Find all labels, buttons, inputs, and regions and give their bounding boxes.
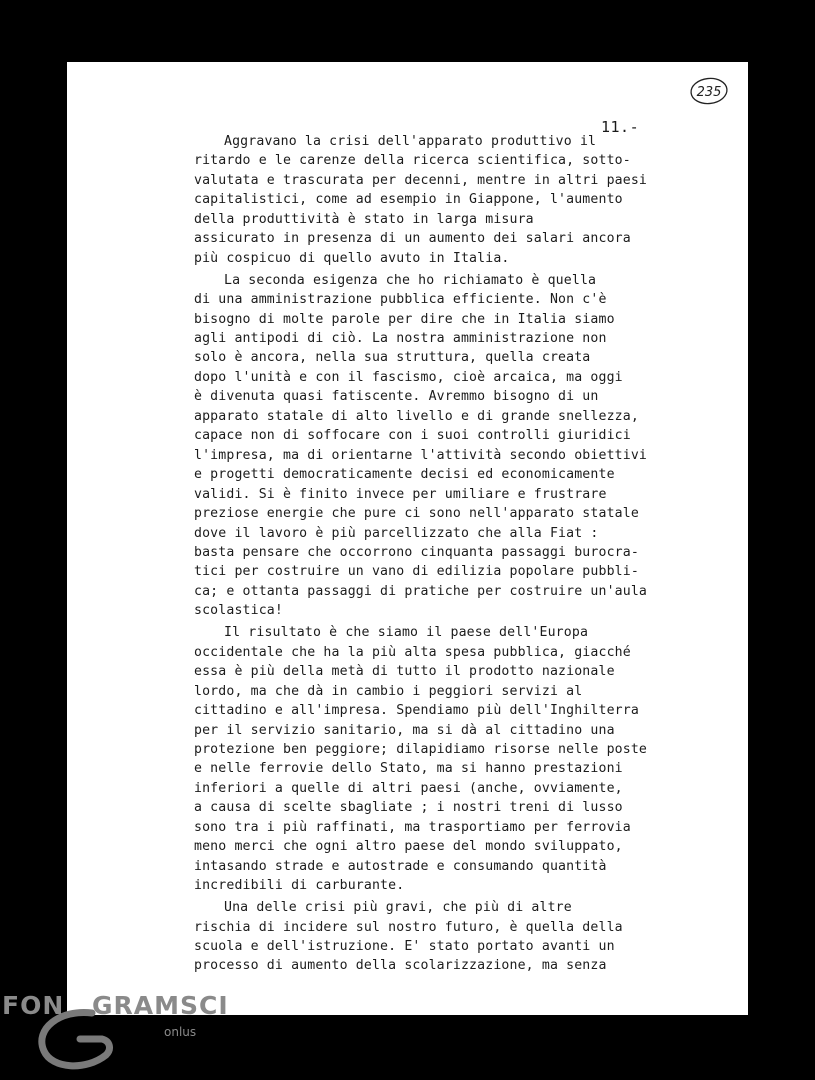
text-line: per il servizio sanitario, ma si dà al cittadino una: [194, 722, 615, 738]
text-line: apparato statale di alto livello e di grande snellezza,: [194, 408, 639, 424]
text-line: della produttività è stato in larga misura: [194, 211, 534, 227]
text-line: occidentale che ha la più alta spesa pubblica, giacché: [194, 644, 631, 660]
text-line: inferiori a quelle di altri paesi (anche, ovviamente,: [194, 780, 623, 796]
text-line: incredibili di carburante.: [194, 878, 405, 894]
text-line: ca; e ottanta passaggi di pratiche per costruire un'aula: [194, 583, 648, 599]
document-page: [67, 62, 748, 1015]
text-line: cittadino e all'impresa. Spendiamo più dell'Inghilterra: [194, 703, 639, 718]
text-line: intasando strade e autostrade e consumando quantità: [194, 858, 607, 874]
stamp-number: 235: [696, 85, 722, 100]
text-line: protezione ben peggiore; dilapidiamo risorse nelle poste: [194, 742, 648, 757]
watermark-onlus: onlus: [164, 1025, 197, 1039]
text-line: scolastica!: [194, 603, 283, 619]
text-line: e nelle ferrovie dello Stato, ma si hanno prestazioni: [194, 761, 623, 777]
text-line: valutata e trascurata per decenni, mentre in altri paesi: [194, 172, 648, 188]
text-line: preziose energie che pure ci sono nell'apparato statale: [194, 506, 639, 521]
text-line: è divenuta quasi fatiscente. Avremmo bisogno di un: [194, 389, 599, 405]
text-line: lordo, ma che dà in cambio i peggiori servizi al: [194, 683, 583, 699]
fondazione-gramsci-watermark: [0, 985, 230, 1080]
text-line: essa è più della metà di tutto il prodotto nazionale: [194, 664, 615, 680]
text-line: l'impresa, ma di orientarne l'attività secondo obiettivi: [194, 447, 648, 463]
text-line: a causa di scelte sbagliate ; i nostri treni di lusso: [194, 800, 623, 816]
text-line: dove il lavoro è più parcellizzato che alla Fiat :: [194, 525, 599, 541]
text-line: basta pensare che occorrono cinquanta passaggi burocra-: [194, 544, 639, 560]
text-line: Aggravano la crisi dell'apparato produttivo il: [224, 134, 597, 149]
text-line: scuola e dell'istruzione. E' stato portato avanti un: [194, 939, 615, 954]
text-line: sono tra i più raffinati, ma trasportiamo per ferrovia: [194, 819, 631, 835]
text-line: ritardo e le carenze della ricerca scientifica, sotto-: [194, 153, 631, 169]
text-line: agli antipodi di ciò. La nostra amministrazione non: [194, 331, 607, 346]
text-line: validi. Si è finito invece per umiliare e frustrare: [194, 486, 607, 502]
watermark-gramsci: GRAMSCI: [92, 991, 229, 1020]
text-line: assicurato in presenza di un aumento dei salari ancora: [194, 231, 631, 247]
page-number: 11.-: [601, 118, 640, 136]
text-line: processo di aumento della scolarizzazione, ma senza: [194, 958, 607, 974]
text-line: rischia di incidere sul nostro futuro, è quella della: [194, 919, 623, 935]
text-line: e progetti democraticamente decisi ed economicamente: [194, 467, 615, 483]
text-line: di una amministrazione pubblica efficiente. Non c'è: [194, 292, 607, 308]
text-line: Una delle crisi più gravi, che più di altre: [224, 900, 572, 916]
text-line: La seconda esigenza che ho richiamato è quella: [224, 272, 597, 288]
text-line: dopo l'unità e con il fascismo, cioè arcaica, ma oggi: [194, 369, 623, 385]
text-line: più cospicuo di quello avuto in Italia.: [194, 250, 510, 266]
text-line: bisogno di molte parole per dire che in Italia siamo: [194, 311, 615, 327]
text-line: Il risultato è che siamo il paese dell'Europa: [224, 625, 589, 641]
text-line: tici per costruire un vano di edilizia popolare pubbli-: [194, 564, 639, 580]
text-line: solo è ancora, nella sua struttura, quella creata: [194, 350, 591, 366]
text-line: capitalistici, come ad esempio in Giappone, l'aumento: [194, 192, 623, 208]
text-line: capace non di soffocare con i suoi controlli giuridici: [194, 428, 631, 444]
text-line: meno merci che ogni altro paese del mondo sviluppato,: [194, 839, 623, 855]
archive-stamp-icon: [689, 76, 729, 106]
watermark-fon: FON: [2, 991, 65, 1020]
